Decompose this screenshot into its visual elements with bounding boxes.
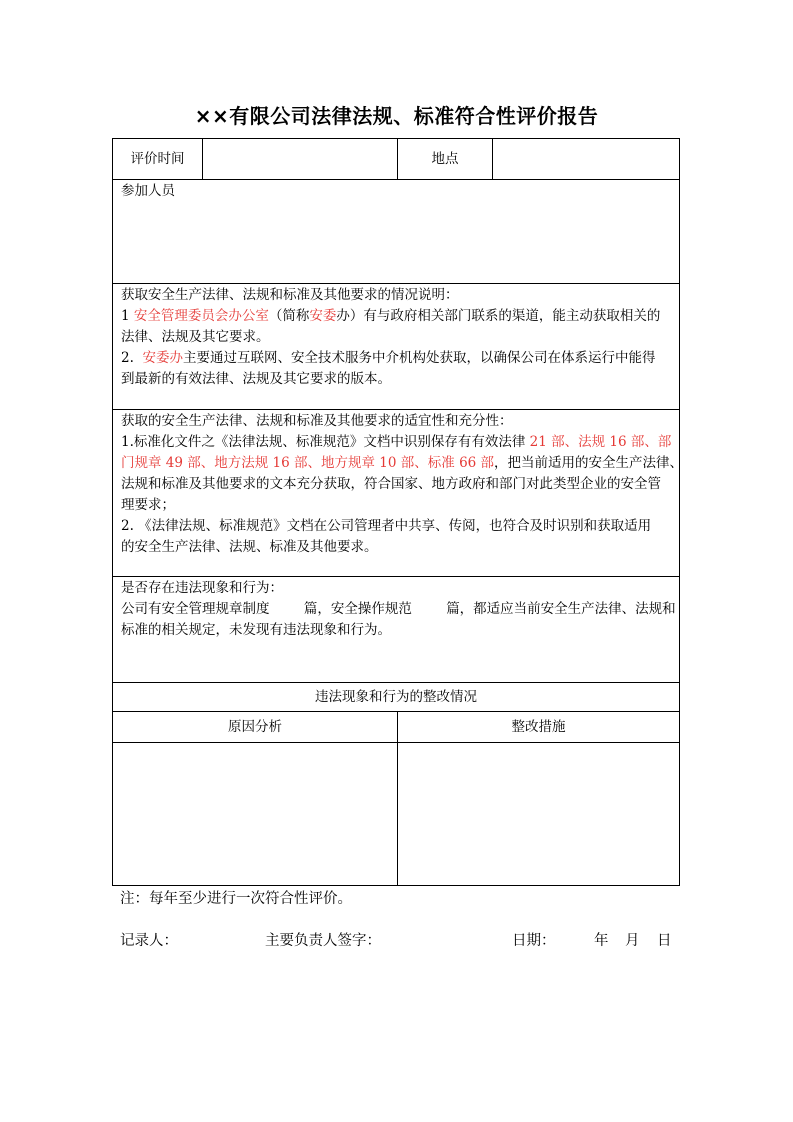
footnote: 注：每年至少进行一次符合性评价。: [120, 891, 352, 907]
highlight-text: 安委办: [142, 350, 183, 366]
date-day: 日: [657, 933, 672, 949]
date-month: 月: [625, 933, 640, 949]
row-divider: [113, 409, 679, 410]
participants-section: [121, 181, 675, 202]
acquisition-item-2: 2. 安委办主要通过互联网、安全技术服务中介机构处获取，以确保公司在体系运行中能得: [121, 350, 656, 366]
col-divider: [202, 139, 203, 179]
report-form: [112, 138, 684, 886]
measures-cell[interactable]: [399, 744, 678, 884]
location-label: 地点: [431, 151, 459, 167]
adequacy-heading: 获取的安全生产法律、法规和标准及其他要求的适宜性和充分性：: [121, 413, 513, 429]
acquisition-item-1-cont: 法律、法规及其它要求。: [121, 329, 270, 345]
row-divider: [113, 711, 679, 712]
row-divider: [113, 742, 679, 743]
adequacy-item-1: 1.标准化文件之《法律法规、标准规范》文档中识别保存有有效法律 21 部、法规 16 部、部: [121, 434, 672, 450]
adequacy-item-1-cont: 门规章 49 部、地方法规 16 部、地方规章 10 部、标准 66 部，把当前适用的安全生产法律、: [121, 455, 684, 471]
highlight-text: 安全管理委员会办公室: [133, 308, 269, 324]
row-divider: [113, 179, 679, 180]
cause-analysis-cell[interactable]: [114, 744, 396, 884]
cause-analysis-header: 原因分析: [228, 719, 282, 735]
signer-label: 主要负责人签字：: [265, 933, 381, 949]
rectification-title: 违法现象和行为的整改情况: [315, 689, 477, 705]
date-year: 年: [594, 933, 609, 949]
violation-section: [121, 578, 675, 641]
adequacy-item-1-cont: 法规和标准及其他要求的文本充分获取，符合国家、地方政府和部门对此类型企业的安全管: [121, 476, 661, 492]
highlight-text: 21 部、法规 16 部、部: [529, 434, 672, 450]
adequacy-item-1-cont: 理要求；: [121, 497, 175, 513]
col-divider: [397, 711, 398, 885]
measures-header: 整改措施: [511, 719, 566, 735]
acquisition-item-1: 1 安全管理委员会办公室（简称安委办）有与政府相关部门联系的渠道，能主动获取相关的: [121, 308, 661, 324]
date-label: 日期：: [512, 933, 556, 949]
highlight-text: 安委: [309, 308, 337, 324]
row-divider: [113, 682, 679, 683]
acquisition-section: [121, 285, 675, 390]
participants-label: 参加人员: [121, 183, 175, 199]
violation-line: 公司有安全管理规章制度 篇，安全操作规范 篇，都适应当前安全生产法律、法规和: [121, 601, 676, 617]
col-divider: [492, 139, 493, 179]
highlight-text: 门规章 49 部、地方法规 16 部、地方规章 10 部、标准 66 部: [121, 455, 495, 471]
recorder-label: 记录人：: [120, 933, 178, 949]
acquisition-heading: 获取安全生产法律、法规和标准及其他要求的情况说明：: [121, 287, 459, 303]
violation-heading: 是否存在违法现象和行为：: [121, 580, 283, 596]
adequacy-section: [121, 411, 684, 558]
report-title: ××有限公司法律法规、标准符合性评价报告: [194, 104, 599, 128]
adequacy-item-2-cont: 的安全生产法律、法规、标准及其他要求。: [121, 539, 378, 555]
row-divider: [113, 576, 679, 577]
violation-line-cont: 标准的相关规定，未发现有违法现象和行为。: [121, 622, 391, 638]
eval-time-label: 评价时间: [130, 151, 185, 167]
adequacy-item-2: 2. 《法律法规、标准规范》文档在公司管理者中共享、传阅，也符合及时识别和获取适用: [121, 518, 652, 534]
row-divider: [113, 283, 679, 284]
acquisition-item-2-cont: 到最新的有效法律、法规及其它要求的版本。: [121, 371, 391, 387]
